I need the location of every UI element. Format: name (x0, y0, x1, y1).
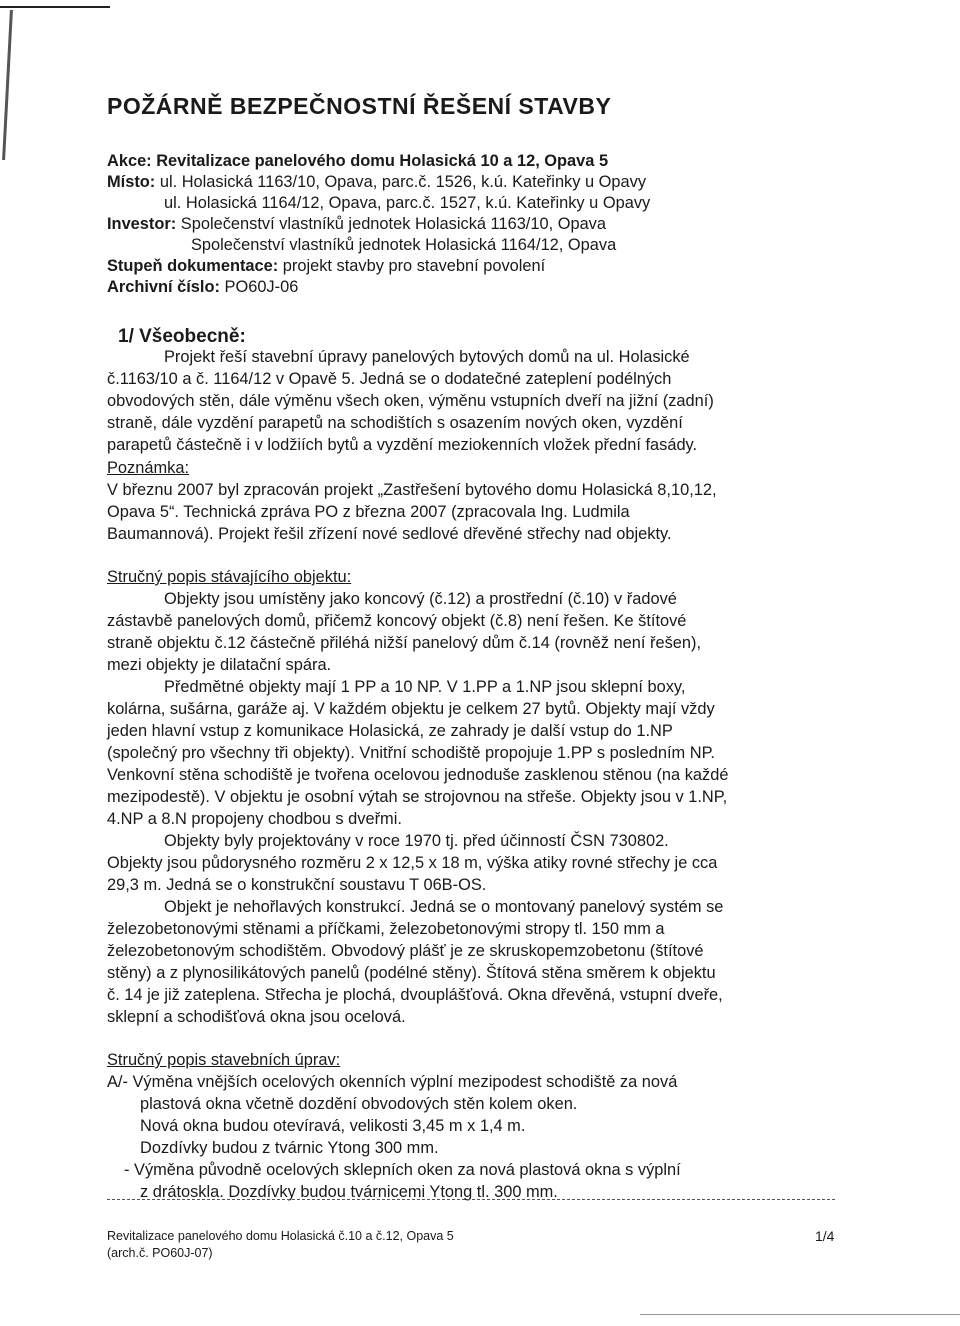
misto-label: Místo: (107, 173, 156, 191)
akce-label: Akce: (107, 152, 152, 170)
footer-archive: (arch.č. PO60J-07) (107, 1246, 213, 1260)
investor-label: Investor: (107, 215, 177, 233)
akce-value: Revitalizace panelového domu Holasická 10 a 12, Opava 5 (156, 152, 609, 170)
existing-line: č. 14 je již zateplena. Střecha je plochá, dvouplášťová. Okna dřevěná, vstupní dveře, (107, 986, 723, 1004)
existing-line: (společný pro všechny tři objekty). Vnitřní schodiště propojuje 1.PP s posledním NP. (107, 744, 715, 762)
scan-bottom-line (640, 1314, 960, 1315)
existing-line: železobetonovým schodištěm. Obvodový plášť je ze skruskopemzobetonu (štítové (107, 942, 704, 960)
changes-line: Nová okna budou otevíravá, velikosti 3,45 m x 1,4 m. (140, 1117, 526, 1135)
existing-line: Objekty jsou půdorysného rozměru 2 x 12,5 x 18 m, výška atiky rovné střechy je cca (107, 854, 718, 872)
investor-line-1 (107, 214, 606, 234)
intro-line: Projekt řeší stavební úpravy panelových bytových domů na ul. Holasické (164, 348, 690, 366)
misto-line-2: ul. Holasická 1164/12, Opava, parc.č. 1527, k.ú. Kateřinky u Opavy (164, 194, 651, 212)
changes-line: Dozdívky budou z tvárnic Ytong 300 mm. (140, 1139, 439, 1157)
scan-left-edge (2, 10, 13, 160)
existing-line: 4.NP a 8.N propojeny chodbou s dveřmi. (107, 810, 402, 828)
changes-line: A/- Výměna vnějších ocelových okenních výplní mezipodest schodiště za nová (107, 1073, 678, 1091)
footer-divider (107, 1199, 835, 1200)
archiv-label: Archivní číslo: (107, 278, 220, 296)
existing-line: zástavbě panelových domů, přičemž koncový objekt (č.8) není řešen. Ke štítové (107, 612, 687, 630)
note-line: Opava 5“. Technická zpráva PO z března 2007 (zpracovala Ing. Ludmila (107, 503, 630, 521)
stupen-label: Stupeň dokumentace: (107, 257, 279, 275)
existing-line: stěny) a z plynosilikátových panelů (podélné stěny). Štítová stěna směrem k objektu (107, 964, 716, 982)
document-title: POŽÁRNĚ BEZPEČNOSTNÍ ŘEŠENÍ STAVBY (107, 93, 612, 119)
existing-line: mezi objekty je dilatační spára. (107, 656, 332, 674)
existing-line: Objekty jsou umístěny jako koncový (č.12) a prostřední (č.10) v řadové (164, 590, 677, 608)
existing-line: železobetonovými stěnami a příčkami, železobetonovými stropy tl. 150 mm a (107, 920, 665, 938)
existing-line: kolárna, sušárna, garáže aj. V každém objektu je celkem 27 bytů. Objekty mají vždy (107, 700, 715, 718)
existing-line: sklepní a schodišťová okna jsou ocelová. (107, 1008, 406, 1026)
intro-line: č.1163/10 a č. 1164/12 v Opavě 5. Jedná se o dodatečné zateplení podélných (107, 370, 672, 388)
existing-line: straně objektu č.12 částečně přiléhá nižší panelový dům č.14 (rovněž není řešen), (107, 634, 702, 652)
akce-line (107, 151, 608, 171)
stupen-value: projekt stavby pro stavební povolení (282, 257, 546, 275)
existing-line: mezipodestě). V objektu je osobní výtah se strojovnou na střeše. Objekty jsou v 1.NP, (107, 788, 728, 806)
existing-line: Objekt je nehořlavých konstrukcí. Jedná se o montovaný panelový systém se (164, 898, 724, 916)
misto-line-1 (107, 172, 646, 192)
investor-line-2: Společenství vlastníků jednotek Holasická 1164/12, Opava (191, 236, 617, 254)
existing-line: Předmětné objekty mají 1 PP a 10 NP. V 1.PP a 1.NP jsou sklepní boxy, (164, 678, 686, 696)
footer-text: Revitalizace panelového domu Holasická č.10 a č.12, Opava 5 (107, 1229, 454, 1243)
intro-line: straně, dále vyzdění parapetů na schodištích s osazením nových oken, vyzdění (107, 414, 683, 432)
note-label: Poznámka: (107, 459, 189, 477)
changes-line: plastová okna včetně dozdění obvodových stěn kolem oken. (140, 1095, 578, 1113)
changes-line: z drátoskla. Dozdívky budou tvárnicemi Ytong tl. 300 mm. (140, 1183, 558, 1201)
existing-label: Stručný popis stávajícího objektu: (107, 568, 352, 586)
section-heading: 1/ Všeobecně: (118, 326, 246, 347)
intro-line: parapetů částečně i v lodžiích bytů a vyzdění meziokenních vložek přední fasády. (107, 436, 698, 454)
changes-line: - Výměna původně ocelových sklepních oken za nová plastová okna s výplní (124, 1161, 681, 1179)
existing-line: 29,3 m. Jedná se o konstrukční soustavu T 06B-OS. (107, 876, 487, 894)
note-line: Baumannová). Projekt řešil zřízení nové sedlové dřevěné střechy nad objekty. (107, 525, 672, 543)
existing-line: Venkovní stěna schodiště je tvořena ocelovou jednoduše zasklenou stěnou (na každé (107, 766, 729, 784)
archiv-line (107, 277, 298, 297)
investor-value-1: Společenství vlastníků jednotek Holasická 1163/10, Opava (180, 215, 606, 233)
existing-line: jeden hlavní vstup z komunikace Holasická, ze zahrady je další vstup do 1.NP (107, 722, 673, 740)
archiv-value: PO60J-06 (224, 278, 299, 296)
stupen-line (107, 256, 545, 276)
page-number: 1/4 (815, 1228, 835, 1244)
intro-line: obvodových stěn, dále výměnu všech oken, výměnu vstupních dveří na jižní (zadní) (107, 392, 714, 410)
note-line: V březnu 2007 byl zpracován projekt „Zastřešení bytového domu Holasická 8,10,12, (107, 481, 717, 499)
scan-top-line (0, 6, 110, 8)
existing-line: Objekty byly projektovány v roce 1970 tj. před účinností ČSN 730802. (164, 832, 669, 850)
misto-value-1: ul. Holasická 1163/10, Opava, parc.č. 1526, k.ú. Kateřinky u Opavy (159, 173, 647, 191)
changes-label: Stručný popis stavebních úprav: (107, 1051, 341, 1069)
